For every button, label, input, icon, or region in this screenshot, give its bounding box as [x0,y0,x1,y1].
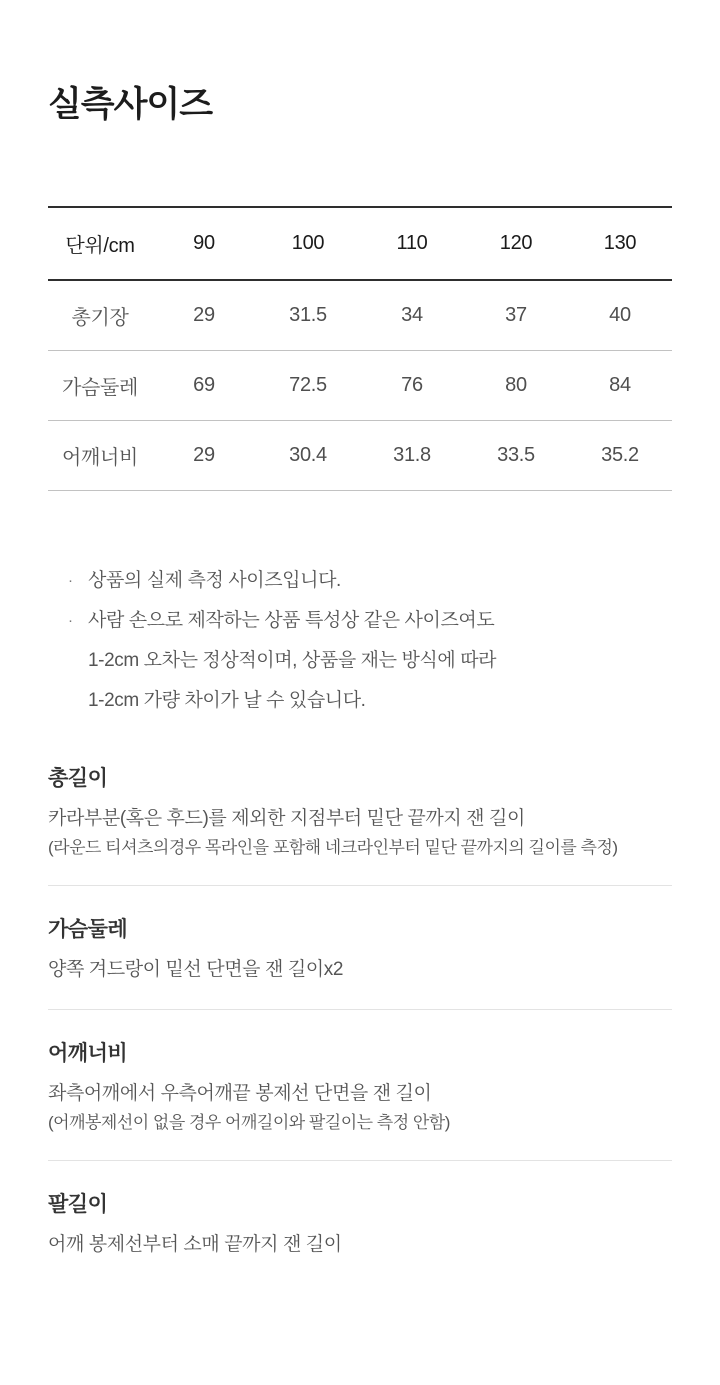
size-value: 29 [193,443,215,466]
bullet-icon: · [68,611,73,629]
section-shoulder [48,1010,672,1160]
section-description: 카라부분(혹은 후드)를 제외한 지점부터 밑단 끝까지 잰 길이 [48,807,525,829]
size-value: 35.2 [601,443,639,466]
note-item [48,601,672,721]
table-row [48,280,672,350]
row-label: 어깨너비 [61,446,139,469]
bullet-icon: · [68,571,73,589]
section-sleeve [48,1161,672,1284]
size-value: 30.4 [289,443,327,466]
size-column-header: 110 [396,232,428,254]
section-description: 양쪽 겨드랑이 밑선 단면을 잰 길이x2 [48,958,344,980]
notes-list [48,561,672,721]
note-text [88,561,672,601]
size-spec-page [0,84,720,1284]
table-row [48,420,672,490]
size-column-header: 100 [291,232,325,254]
size-value: 84 [609,373,631,396]
section-title: 가슴둘레 [48,917,128,941]
section-note: (라운드 티셔츠의경우 목라인을 포함해 네크라인부터 밑단 끝까지의 길이를 측정) [48,837,618,857]
size-value: 69 [193,373,215,396]
table-row [48,350,672,420]
note-line: 사람 손으로 제작하는 상품 특성상 같은 사이즈여도 [88,609,495,631]
size-value: 40 [609,303,631,326]
row-label: 가슴둘레 [61,376,139,399]
size-value: 72.5 [289,373,327,396]
note-text [88,601,672,721]
size-value: 31.8 [393,443,431,466]
size-value: 34 [401,303,423,326]
note-line: 1-2cm 가량 차이가 날 수 있습니다. [88,689,366,711]
measure-guide [48,765,672,1284]
unit-header-cell: 단위/cm [65,235,135,257]
size-value: 80 [505,373,527,396]
size-value: 33.5 [497,443,535,466]
note-line: 상품의 실제 측정 사이즈입니다. [88,569,341,591]
size-column-header: 130 [603,232,637,254]
section-title: 총길이 [48,766,108,790]
section-title: 팔길이 [48,1192,108,1216]
size-value: 29 [193,303,215,326]
section-note: (어깨봉제선이 없을 경우 어깨길이와 팔길이는 측정 안함) [48,1112,450,1132]
section-chest [48,886,672,1009]
section-total-length [48,765,672,885]
page-title: 실측사이즈 [48,85,213,124]
note-item [48,561,672,601]
section-title: 어깨너비 [48,1041,128,1065]
size-value: 37 [505,303,527,326]
note-line: 1-2cm 오차는 정상적이며, 상품을 재는 방식에 따라 [88,649,497,671]
size-value: 76 [401,373,423,396]
size-table [48,206,672,491]
section-description: 어깨 봉제선부터 소매 끝까지 잰 길이 [48,1233,342,1255]
size-value: 31.5 [289,303,327,326]
size-column-header: 120 [499,232,533,254]
size-column-header: 90 [193,232,215,254]
size-table-header-row [48,207,672,280]
row-label: 총기장 [71,306,129,329]
section-description: 좌측어깨에서 우측어깨끝 봉제선 단면을 잰 길이 [48,1082,432,1104]
